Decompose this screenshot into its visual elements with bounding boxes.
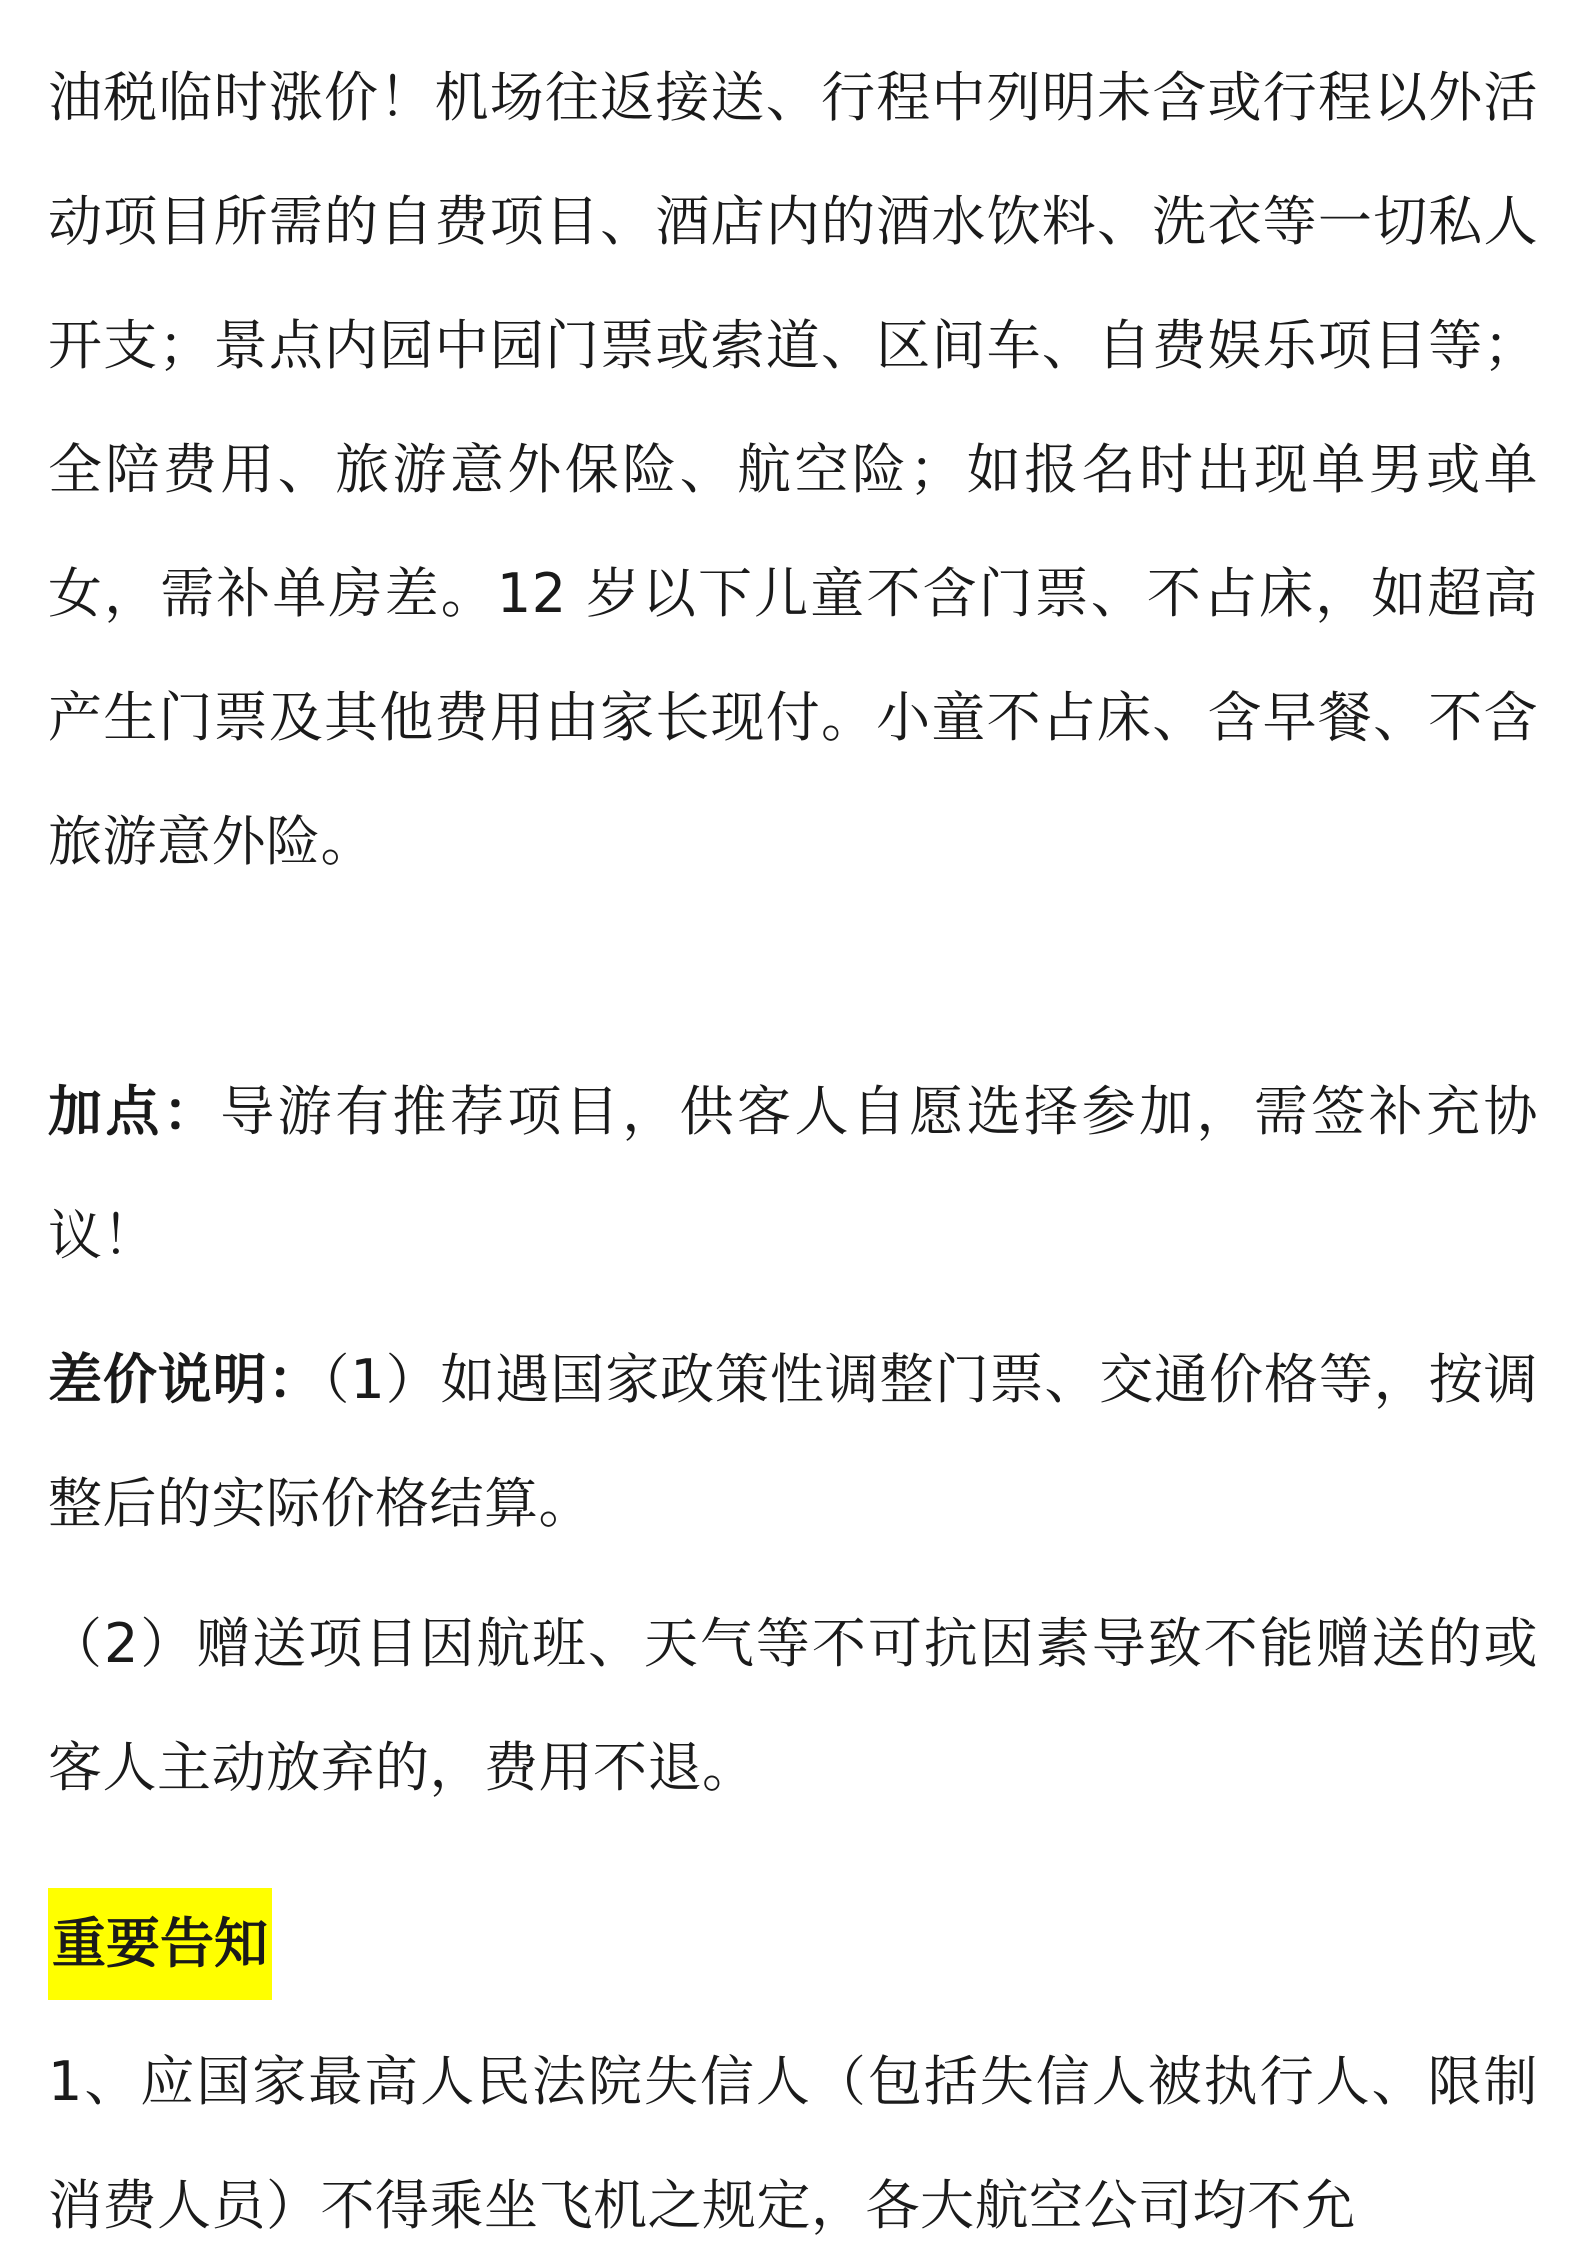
price-difference-item-1: （1）如遇国家政策性调整门票、交通价格等，按调整后的实际价格结算。 bbox=[48, 1348, 1539, 1535]
extra-items-paragraph bbox=[48, 1050, 1538, 1298]
price-difference-paragraph bbox=[48, 1318, 1538, 1566]
notice-heading-wrap bbox=[48, 1888, 272, 2000]
extra-items-text: 导游有推荐项目，供客人自愿选择参加，需签补充协议！ bbox=[48, 1080, 1539, 1267]
extra-items-label: 加点： bbox=[48, 1080, 221, 1143]
fees-paragraph: 油税临时涨价！机场往返接送、行程中列明未含或行程以外活动项目所需的自费项目、酒店内的酒水饮料、洗衣等一切私人开支；景点内园中园门票或索道、区间车、自费娱乐项目等；全陪费用、旅游意外保险、航空险；如报名时出现单男或单女，需补单房差。12 岁以下儿童不含门票、不占床，如超高产生门票及其他费用由家长现付。小童不占床、含早餐、不含旅游意外险。 bbox=[48, 66, 1538, 873]
price-difference-item-2: （2）赠送项目因航班、天气等不可抗因素导致不能赠送的或客人主动放弃的，费用不退。 bbox=[48, 1612, 1538, 1799]
notice-item-1: 1、应国家最高人民法院失信人（包括失信人被执行人、限制消费人员）不得乘坐飞机之规定，各大航空公司均不允 bbox=[48, 2050, 1538, 2237]
notice-heading: 重要告知 bbox=[48, 1888, 272, 2000]
price-difference-label: 差价说明： bbox=[48, 1348, 323, 1411]
